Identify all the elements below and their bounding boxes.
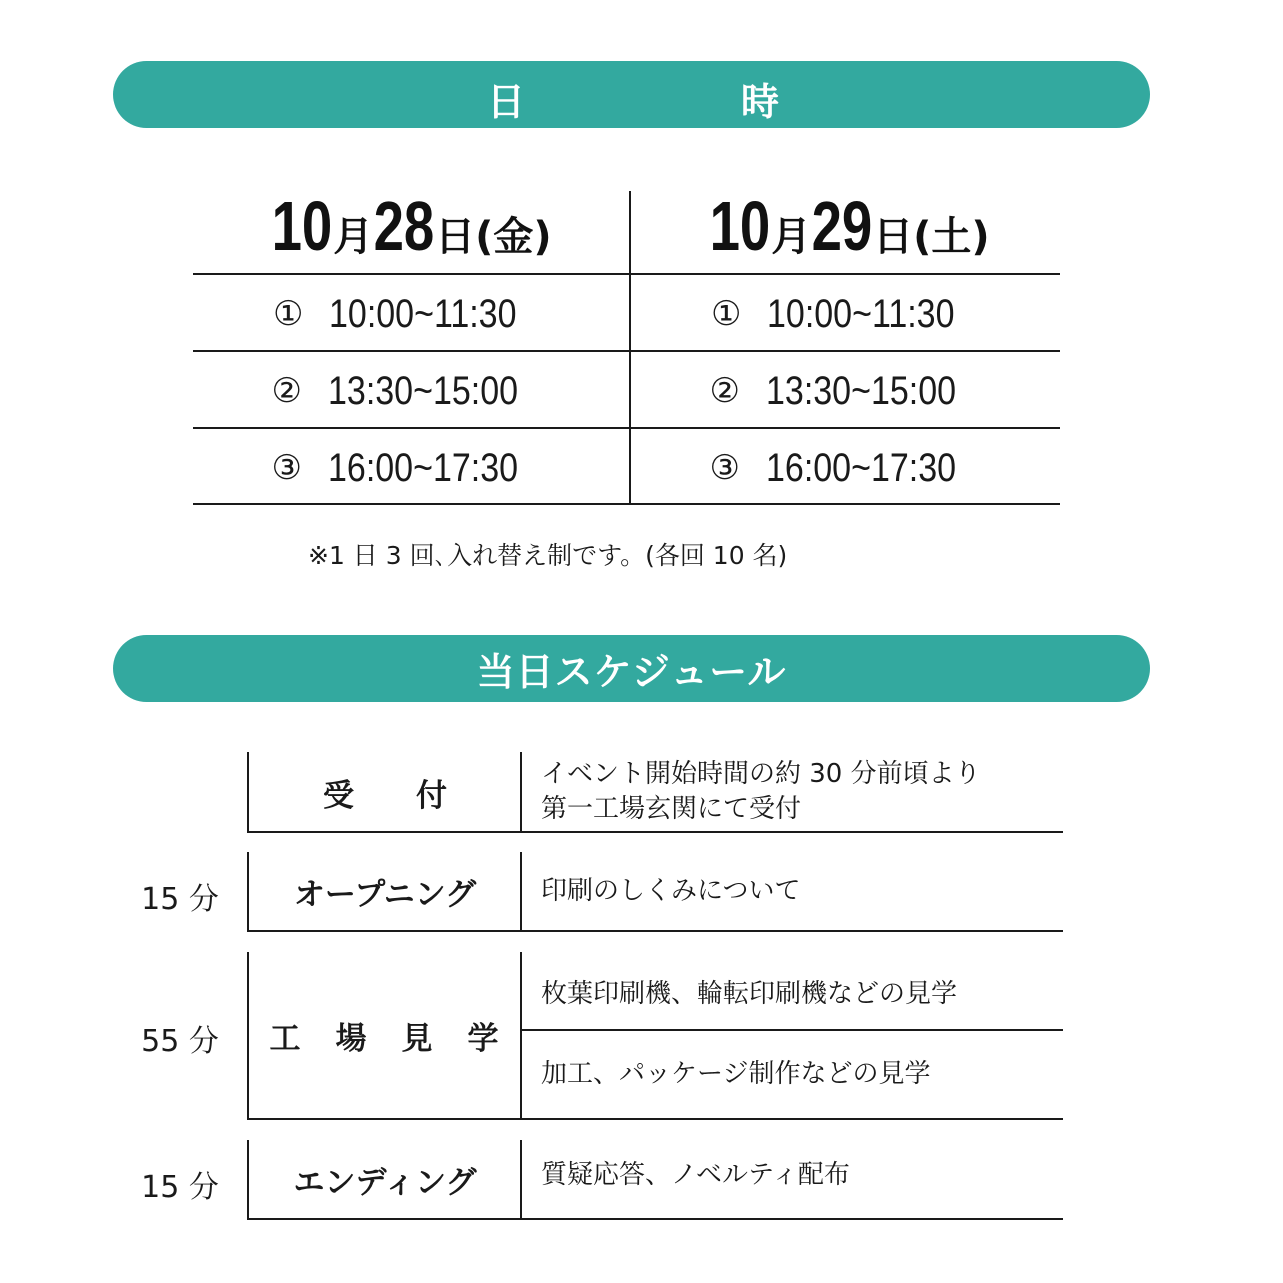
row-divider xyxy=(247,1118,1063,1120)
row-mid-border xyxy=(520,852,522,932)
slot-time: 10:00~11:30 xyxy=(767,291,955,336)
month-number: 10 xyxy=(271,187,333,265)
schedule-category: オープニング xyxy=(293,876,477,913)
banner-title-left: 日 xyxy=(487,80,526,124)
slot-number: ③ xyxy=(709,448,740,488)
date-header-1 xyxy=(193,186,630,266)
schedule-category: 受 付 xyxy=(323,777,447,814)
weekday: (土) xyxy=(913,214,990,260)
slot-number: ③ xyxy=(271,448,302,488)
time-slot-2 xyxy=(193,353,630,429)
weekday: (金) xyxy=(475,214,552,260)
day-number: 29 xyxy=(811,187,873,265)
time-slot-2 xyxy=(631,353,1068,429)
month-number: 10 xyxy=(709,187,771,265)
slot-time: 10:00~11:30 xyxy=(329,291,517,336)
banner-title: 当日スケジュール xyxy=(476,650,787,694)
row-divider xyxy=(247,1218,1063,1220)
description-line: 印刷のしくみについて xyxy=(541,876,801,906)
schedule-description xyxy=(541,874,1061,909)
slot-number: ② xyxy=(709,371,740,411)
row-left-border xyxy=(247,752,249,833)
description-line: 第一工場玄関にて受付 xyxy=(541,794,802,824)
row-divider xyxy=(193,273,1060,275)
time-slot-3 xyxy=(193,430,630,506)
row-left-border xyxy=(247,1140,249,1220)
schedule-duration: 15 分 xyxy=(141,882,219,917)
row-left-border xyxy=(247,852,249,932)
slot-time: 16:00~17:30 xyxy=(327,445,518,490)
slot-number: ② xyxy=(271,371,302,411)
description-line: イベント開始時間の約 30 分前頃より xyxy=(541,759,981,789)
description-line: 質疑応答、ノベルティ配布 xyxy=(541,1160,850,1190)
schedule-description xyxy=(541,757,1061,827)
slot-time: 13:30~15:00 xyxy=(765,368,956,413)
row-mid-border xyxy=(520,1140,522,1220)
schedule-duration: 55 分 xyxy=(141,1024,219,1059)
date-header-2 xyxy=(631,186,1068,266)
schedule-description: 枚葉印刷機、輪転印刷機などの見学 xyxy=(541,979,958,1009)
slot-time: 16:00~17:30 xyxy=(765,445,956,490)
slot-number: ① xyxy=(710,294,742,334)
schedule-description: 加工、パッケージ制作などの見学 xyxy=(541,1059,931,1089)
section-banner-datetime xyxy=(113,61,1150,128)
row-mid-border xyxy=(520,952,522,1120)
time-slot-1 xyxy=(193,276,630,352)
slot-time: 13:30~15:00 xyxy=(327,368,518,413)
slot-number: ① xyxy=(272,294,304,334)
day-unit: 日 xyxy=(873,214,914,260)
row-left-border xyxy=(247,952,249,1120)
month-unit: 月 xyxy=(771,214,812,260)
day-unit: 日 xyxy=(435,214,476,260)
row-mid-border xyxy=(520,752,522,833)
schedule-category: エンディング xyxy=(293,1164,477,1201)
capacity-note: ※1 日 3 回､入れ替え制です。(各回 10 名) xyxy=(308,541,788,570)
month-unit: 月 xyxy=(333,214,374,260)
schedule-duration: 15 分 xyxy=(141,1170,219,1205)
schedule-category: 工 場 見 学 xyxy=(269,1020,501,1057)
schedule-description xyxy=(541,1158,1061,1193)
sub-row-divider xyxy=(520,1029,1063,1031)
day-number: 28 xyxy=(373,187,435,265)
section-banner-schedule xyxy=(113,635,1150,702)
time-slot-3 xyxy=(631,430,1068,506)
banner-title-right: 時 xyxy=(741,80,780,124)
time-slot-1 xyxy=(631,276,1068,352)
row-divider xyxy=(247,930,1063,932)
